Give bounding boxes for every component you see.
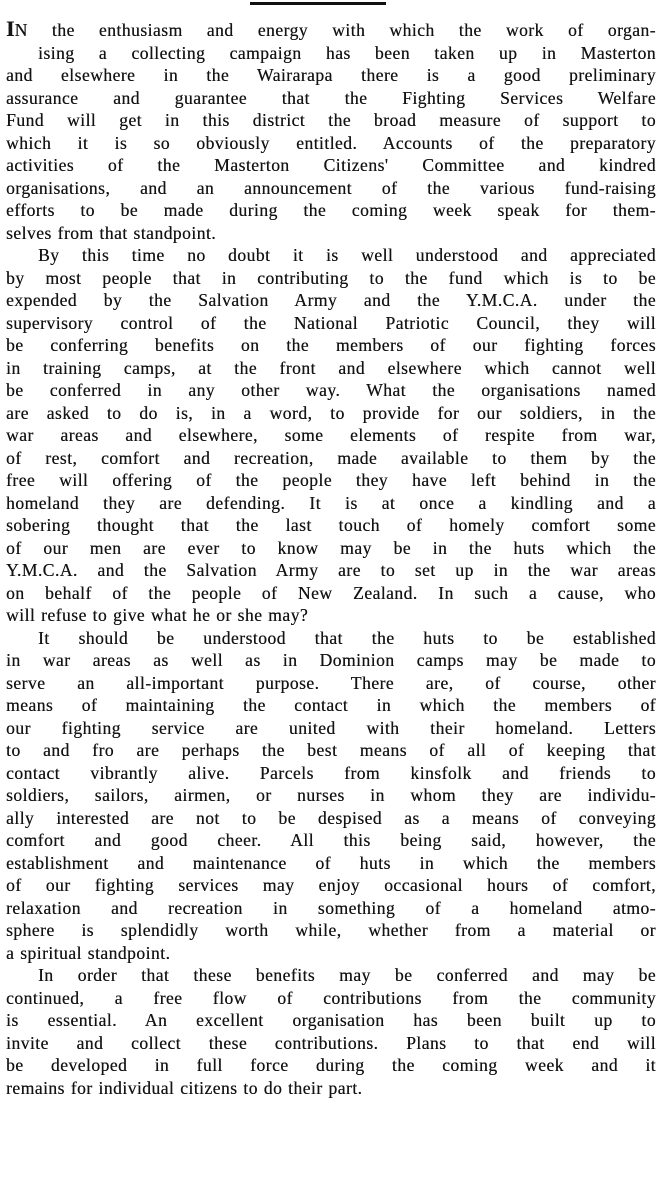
- article-line: invite and collect these contributions. Plans to that end will: [6, 1032, 656, 1053]
- article-line: assurance and guarantee that the Fighting Services Welfare: [6, 87, 656, 108]
- article-line: selves from that standpoint.: [6, 222, 217, 243]
- article-line: are asked to do is, in a word, to provide for our soldiers, in the: [6, 402, 656, 423]
- article-line: efforts to be made during the coming week speak for them-: [6, 200, 656, 220]
- article-line: continued, a free flow of contributions from the community: [6, 987, 656, 1008]
- article-paragraph: [6, 18, 656, 244]
- article-line: ally interested are not to be despised as a means of conveying: [6, 807, 656, 828]
- article-line: war areas and elsewhere, some elements of respite from war,: [6, 425, 656, 445]
- article-line: organisations, and an announcement of the various fund-raising: [6, 177, 656, 198]
- article-line: In order that these benefits may be conferred and may be: [38, 965, 656, 985]
- article-column: [6, 18, 656, 1099]
- article-line: means of maintaining the contact in which the members of: [6, 695, 656, 715]
- drop-cap: I: [6, 16, 15, 41]
- article-line: of our men are ever to know may be in the huts which the: [6, 537, 656, 558]
- article-line: sobering thought that the last touch of homely comfort some: [6, 515, 656, 535]
- article-line: of our fighting services may enjoy occasional hours of comfort,: [6, 875, 656, 895]
- article-line: our fighting service are united with their homeland. Letters: [6, 717, 656, 738]
- article-line: [6, 18, 656, 42]
- article-line: on behalf of the people of New Zealand. In such a cause, who: [6, 582, 656, 603]
- article-line: soldiers, sailors, airmen, or nurses in whom they are individu-: [6, 785, 656, 805]
- article-line: be conferring benefits on the members of our fighting forces: [6, 335, 656, 355]
- article-line: which it is so obviously entitled. Accounts of the preparatory: [6, 132, 656, 153]
- article-line: relaxation and recreation in something of a homeland atmo-: [6, 897, 656, 918]
- article-line: It should be understood that the huts to be established: [38, 627, 656, 648]
- article-line: homeland they are defending. It is at once a kindling and a: [6, 492, 656, 513]
- article-line: free will offering of the people they have left behind in the: [6, 470, 656, 490]
- article-line: activities of the Masterton Citizens' Committee and kindred: [6, 155, 656, 175]
- article-line: establishment and maintenance of huts in which the members: [6, 852, 656, 873]
- article-paragraph: [6, 964, 656, 1099]
- article-line: remains for individual citizens to do their part.: [6, 1077, 363, 1098]
- article-line: serve an all-important purpose. There are, of course, other: [6, 672, 656, 693]
- article-line: comfort and good cheer. All this being said, however, the: [6, 830, 656, 850]
- article-paragraph: [6, 627, 656, 965]
- article-paragraph: [6, 244, 656, 627]
- article-line: Y.M.C.A. and the Salvation Army are to set up in the war areas: [6, 560, 656, 580]
- article-line: By this time no doubt it is well understood and appreciated: [38, 245, 656, 265]
- article-line: to and fro are perhaps the best means of all of keeping that: [6, 740, 656, 760]
- header-rule: [250, 2, 386, 5]
- article-line-text: N the enthusiasm and energy with which the work of organ-: [14, 20, 656, 40]
- article-line: of rest, comfort and recreation, made available to them by the: [6, 447, 656, 468]
- article-line: ising a collecting campaign has been taken up in Masterton: [38, 42, 656, 63]
- article-line: supervisory control of the National Patriotic Council, they will: [6, 312, 656, 333]
- article-line: and elsewhere in the Wairarapa there is a good preliminary: [6, 65, 656, 85]
- article-line: a spiritual standpoint.: [6, 942, 171, 963]
- article-line: contact vibrantly alive. Parcels from kinsfolk and friends to: [6, 762, 656, 783]
- article-line: Fund will get in this district the broad measure of support to: [6, 110, 656, 130]
- article-line: be conferred in any other way. What the organisations named: [6, 380, 656, 400]
- article-line: is essential. An excellent organisation has been built up to: [6, 1010, 656, 1030]
- article-line: sphere is splendidly worth while, whether from a material or: [6, 920, 656, 940]
- article-line: by most people that in contributing to the fund which is to be: [6, 267, 656, 288]
- article-line: in war areas as well as in Dominion camps may be made to: [6, 650, 656, 670]
- article-line: in training camps, at the front and elsewhere which cannot well: [6, 357, 656, 378]
- article-line: be developed in full force during the coming week and it: [6, 1055, 656, 1075]
- article-line: will refuse to give what he or she may?: [6, 605, 309, 625]
- article-line: expended by the Salvation Army and the Y.M.C.A. under the: [6, 290, 656, 310]
